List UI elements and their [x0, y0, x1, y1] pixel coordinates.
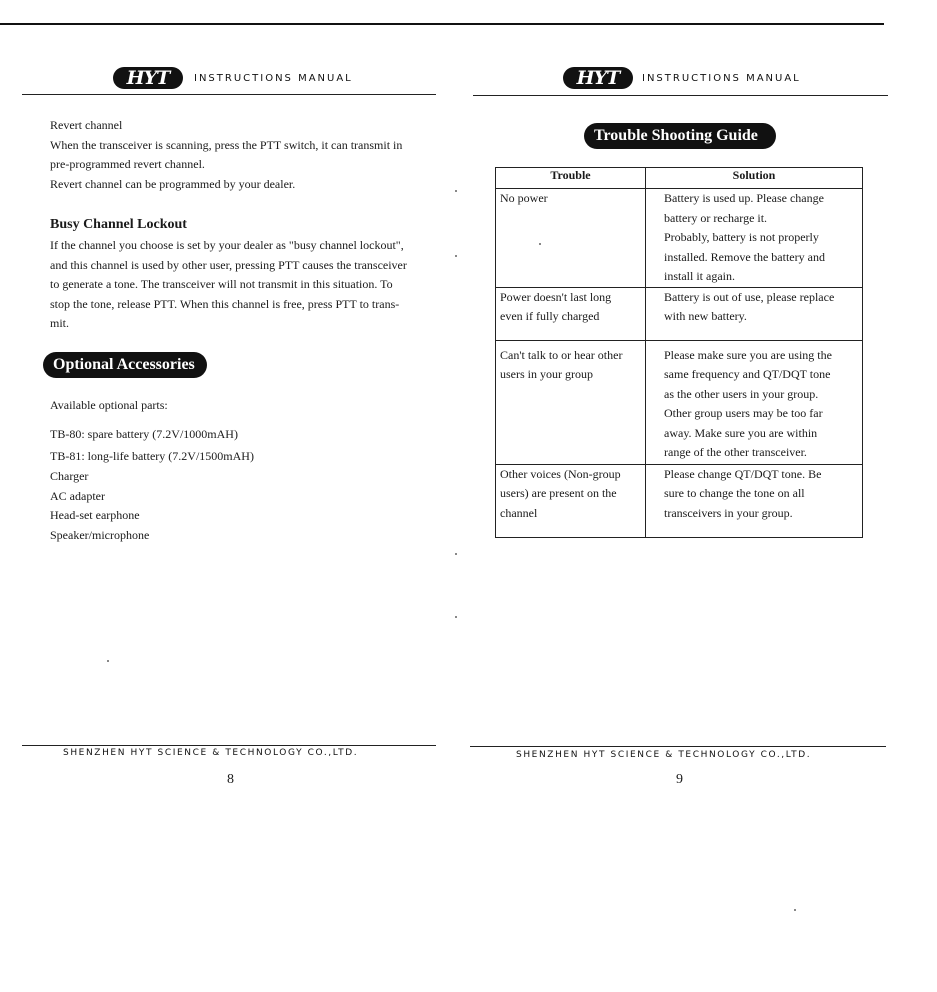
cell-line: users) are present on the — [500, 486, 617, 500]
cell-line: channel — [500, 505, 538, 520]
solution-cell — [646, 189, 863, 288]
table-row — [496, 464, 863, 537]
table-row — [496, 189, 863, 288]
list-item: TB-81: long-life battery (7.2V/1500mAH) — [50, 449, 254, 463]
text-line: pre-programmed revert channel. — [50, 157, 205, 172]
cell-line: Please make sure you are using the — [664, 347, 832, 362]
optional-accessories-heading: Optional Accessories — [43, 352, 207, 378]
scan-speck — [107, 660, 109, 662]
header-title-left: INSTRUCTIONS MANUAL — [194, 73, 353, 84]
busy-channel-section — [50, 236, 407, 334]
scan-speck — [794, 909, 796, 911]
cell-line: Probably, battery is not properly — [664, 230, 819, 244]
available-parts-label: Available optional parts: — [50, 398, 168, 412]
text-line: Revert channel can be programmed by your dealer. — [50, 176, 296, 191]
text-line: When the transceiver is scanning, press the PTT switch, it can transmit in — [50, 137, 403, 152]
cell-line: Power doesn't last long — [500, 289, 612, 304]
table-row — [496, 287, 863, 340]
cell-line: users in your group — [500, 367, 593, 381]
text-line: If the channel you choose is set by your dealer as "busy channel lockout", — [50, 238, 404, 252]
cell-line: Other voices (Non-group — [500, 466, 621, 481]
cell-line: No power — [500, 191, 548, 205]
cell-line: installed. Remove the battery and — [664, 249, 825, 264]
list-item: Head-set earphone — [50, 508, 140, 523]
scan-speck — [539, 243, 541, 245]
top-rule — [0, 23, 884, 25]
table-row — [496, 340, 863, 464]
scan-speck — [455, 553, 457, 555]
cell-line: as the other users in your group. — [664, 386, 819, 401]
list-item: TB-80: spare battery (7.2V/1000mAH) — [50, 427, 238, 441]
list-item: Charger — [50, 469, 89, 483]
footer-rule-left — [22, 745, 436, 746]
text-line: stop the tone, release PTT. When this channel is free, press PTT to trans- — [50, 296, 400, 311]
trouble-shooting-heading: Trouble Shooting Guide — [584, 123, 776, 149]
solution-cell — [646, 287, 863, 340]
cell-line: with new battery. — [664, 309, 747, 323]
solution-cell — [646, 464, 863, 537]
footer-company-left: SHENZHEN HYT SCIENCE & TECHNOLOGY CO.,LTD. — [63, 748, 359, 758]
hyt-logo-right: HYT — [563, 67, 633, 89]
parts-list — [50, 423, 254, 545]
cell-line: range of the other transceiver. — [664, 445, 807, 459]
trouble-shooting-table — [495, 167, 863, 538]
cell-line: Battery is out of use, please replace — [664, 289, 835, 304]
cell-line: Can't talk to or hear other — [500, 347, 623, 362]
scan-speck — [455, 190, 457, 192]
trouble-cell — [496, 464, 646, 537]
header-rule-left — [22, 94, 436, 95]
cell-line: Please change QT/DQT tone. Be — [664, 466, 822, 481]
scan-speck — [455, 255, 457, 257]
cell-line: Other group users may be too far — [664, 406, 823, 420]
cell-line: Battery is used up. Please change — [664, 191, 824, 205]
cell-line: even if fully charged — [500, 309, 600, 323]
hyt-logo-left: HYT — [113, 67, 183, 89]
cell-line: install it again. — [664, 269, 735, 283]
header-rule-right — [473, 95, 888, 96]
cell-line: battery or recharge it. — [664, 210, 768, 225]
table-header-row — [496, 168, 863, 189]
page-number-left: 8 — [227, 772, 234, 787]
list-item: Speaker/microphone — [50, 527, 150, 542]
busy-channel-heading: Busy Channel Lockout — [50, 217, 187, 232]
cell-line: same frequency and QT/DQT tone — [664, 367, 831, 381]
list-item: AC adapter — [50, 488, 105, 503]
cell-line: transceivers in your group. — [664, 505, 793, 520]
revert-channel-section — [50, 116, 402, 194]
column-header-solution: Solution — [646, 168, 863, 189]
text-line: and this channel is used by other user, pressing PTT causes the transceiver — [50, 257, 407, 272]
trouble-cell — [496, 189, 646, 288]
trouble-cell — [496, 340, 646, 464]
text-line: Revert channel — [50, 118, 123, 132]
text-line: mit. — [50, 316, 70, 331]
trouble-cell — [496, 287, 646, 340]
column-header-trouble: Trouble — [496, 168, 646, 189]
footer-company-right: SHENZHEN HYT SCIENCE & TECHNOLOGY CO.,LTD. — [516, 750, 812, 760]
cell-line: away. Make sure you are within — [664, 425, 818, 440]
header-title-right: INSTRUCTIONS MANUAL — [642, 73, 801, 84]
scan-speck — [455, 616, 457, 618]
page-number-right: 9 — [676, 772, 683, 787]
cell-line: sure to change the tone on all — [664, 486, 805, 500]
footer-rule-right — [470, 746, 886, 747]
solution-cell — [646, 340, 863, 464]
text-line: to generate a tone. The transceiver will not transmit in this situation. To — [50, 277, 393, 292]
